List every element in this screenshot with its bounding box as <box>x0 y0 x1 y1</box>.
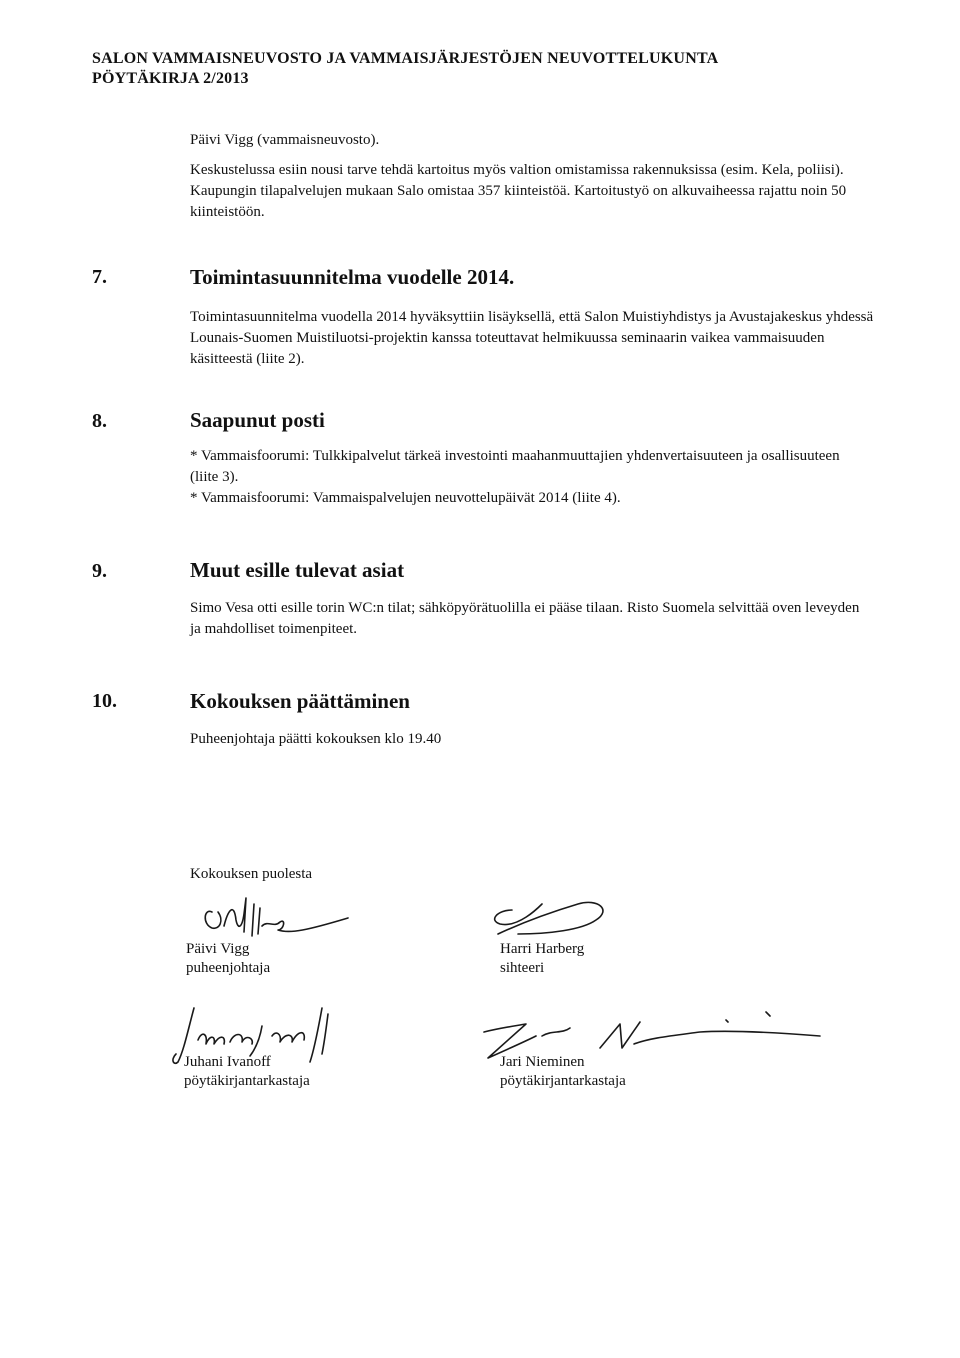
signer-name-2: Harri Harberg <box>500 941 585 957</box>
section-body-9: Simo Vesa otti esille torin WC:n tilat; sähköpyörätuolilla ei pääse tilaan. Risto Suomela selvittää oven leveyden ja mahdolliset toimenpiteet. <box>190 600 860 637</box>
section-title-9: Muut esille tulevat asiat <box>190 558 405 582</box>
mail-item-1: * Vammaisfoorumi: Tulkkipalvelut tärkeä investointi maahanmuuttajien yhdenvertaisuuteen ja osallisuuteen (liite 3). <box>190 448 840 485</box>
signer-role-4: pöytäkirjantarkastaja <box>500 1073 626 1089</box>
intro-paragraph-2: Keskustelussa esiin nousi tarve tehdä kartoitus myös valtion omistamissa rakennuksissa (esim. Kela, poliisi). Kaupungin tilapalvelujen mukaan Salo omistaa 357 kiinteistöä. Kartoitustyö on alkuvaiheessa rajattu noin 50 kiinteistöön. <box>190 162 847 220</box>
section-title-10: Kokouksen päättäminen <box>190 689 410 713</box>
minutes-number: PÖYTÄKIRJA 2/2013 <box>92 70 249 87</box>
section-number-7: 7. <box>92 266 107 288</box>
section-body-10: Puheenjohtaja päätti kokouksen klo 19.40 <box>190 731 442 747</box>
section-body-7: Toimintasuunnitelma vuodella 2014 hyväksyttiin lisäyksellä, että Salon Muistiyhdistys ja Avustajakeskus yhdessä Lounais-Suomen Muistiluotsi-projektin kanssa toteuttavat helmikuussa seminaarin vaikea vammaisuuden käsitteestä (liite 2). <box>190 309 874 367</box>
section-number-10: 10. <box>92 690 117 712</box>
signature-harri-harberg <box>478 890 618 945</box>
section-number-8: 8. <box>92 410 107 432</box>
intro-paragraph-1: Päivi Vigg (vammaisneuvosto). <box>190 132 380 148</box>
signer-role-1: puheenjohtaja <box>186 960 271 976</box>
section-title-7: Toimintasuunnitelma vuodelle 2014. <box>190 265 515 289</box>
section-number-9: 9. <box>92 560 107 582</box>
signer-name-3: Juhani Ivanoff <box>184 1054 271 1070</box>
organization-header: SALON VAMMAISNEUVOSTO JA VAMMAISJÄRJESTÖJEN NEUVOTTELUKUNTA <box>92 50 719 67</box>
mail-item-2: * Vammaisfoorumi: Vammaispalvelujen neuvottelupäivät 2014 (liite 4). <box>190 490 621 506</box>
section-title-8: Saapunut posti <box>190 408 325 432</box>
signer-role-2: sihteeri <box>500 960 545 976</box>
signer-role-3: pöytäkirjantarkastaja <box>184 1073 310 1089</box>
signer-name-1: Päivi Vigg <box>186 941 250 957</box>
signature-intro: Kokouksen puolesta <box>190 866 313 882</box>
signer-name-4: Jari Nieminen <box>500 1054 585 1070</box>
